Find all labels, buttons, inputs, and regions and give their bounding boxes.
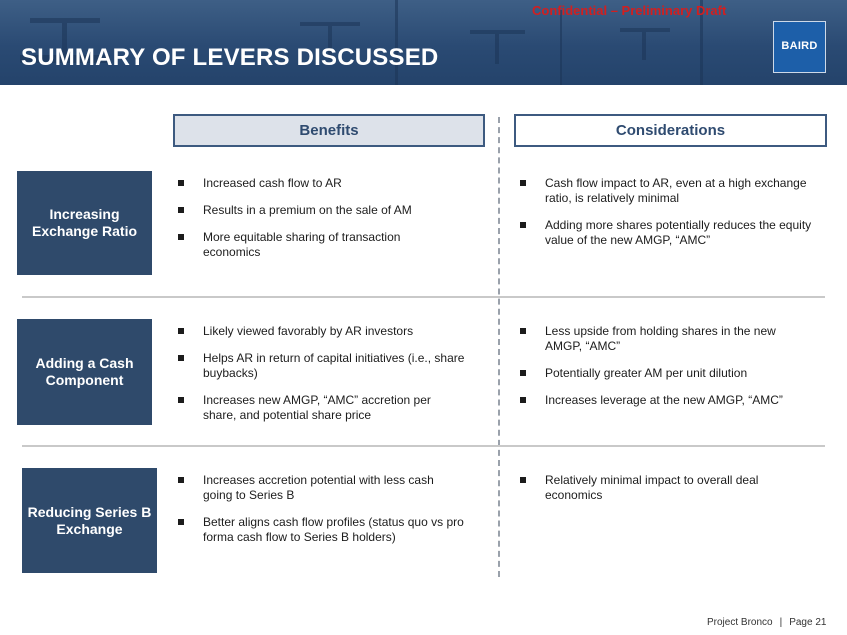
lever-increasing-exchange-ratio: Increasing Exchange Ratio [17,171,152,275]
benefits-list [176,324,466,423]
list-item: Results in a premium on the sale of AM [176,203,456,218]
list-item: More equitable sharing of transaction economics [176,230,456,260]
list-item: Adding more shares potentially reduces the equity value of the new AMGP, “AMC” [518,218,828,248]
row-divider [22,445,825,447]
list-item: Increases accretion potential with less cash going to Series B [176,473,466,503]
footer-separator: | [779,617,783,628]
benefits-header: Benefits [173,114,485,147]
list-item: Less upside from holding shares in the new AMGP, “AMC” [518,324,803,354]
list-item: Relatively minimal impact to overall deal economics [518,473,803,503]
logo-text: BAIRD [781,40,818,52]
list-item: Potentially greater AM per unit dilution [518,366,803,381]
confidential-label: Confidential – Preliminary Draft [532,3,727,18]
considerations-list [518,324,803,408]
page-title: SUMMARY OF LEVERS DISCUSSED [21,44,439,71]
header-banner [0,0,847,85]
considerations-header: Considerations [514,114,827,147]
list-item: Increases new AMGP, “AMC” accretion per share, and potential share price [176,393,466,423]
footer-project: Project Bronco [707,617,773,628]
benefits-list [176,473,466,545]
list-item: Cash flow impact to AR, even at a high exchange ratio, is relatively minimal [518,176,828,206]
column-divider [498,117,500,577]
baird-logo [773,21,826,73]
list-item: Helps AR in return of capital initiatives (i.e., share buybacks) [176,351,466,381]
lever-adding-cash-component: Adding a Cash Component [17,319,152,425]
footer [707,617,826,628]
list-item: Likely viewed favorably by AR investors [176,324,466,339]
considerations-list [518,176,828,248]
benefits-list [176,176,456,260]
considerations-list [518,473,803,503]
row-divider [22,296,825,298]
list-item: Better aligns cash flow profiles (status quo vs pro forma cash flow to Series B holders) [176,515,466,545]
page-number: Page 21 [789,617,827,628]
list-item: Increased cash flow to AR [176,176,456,191]
lever-reducing-series-b-exchange: Reducing Series B Exchange [22,468,157,573]
list-item: Increases leverage at the new AMGP, “AMC” [518,393,803,408]
